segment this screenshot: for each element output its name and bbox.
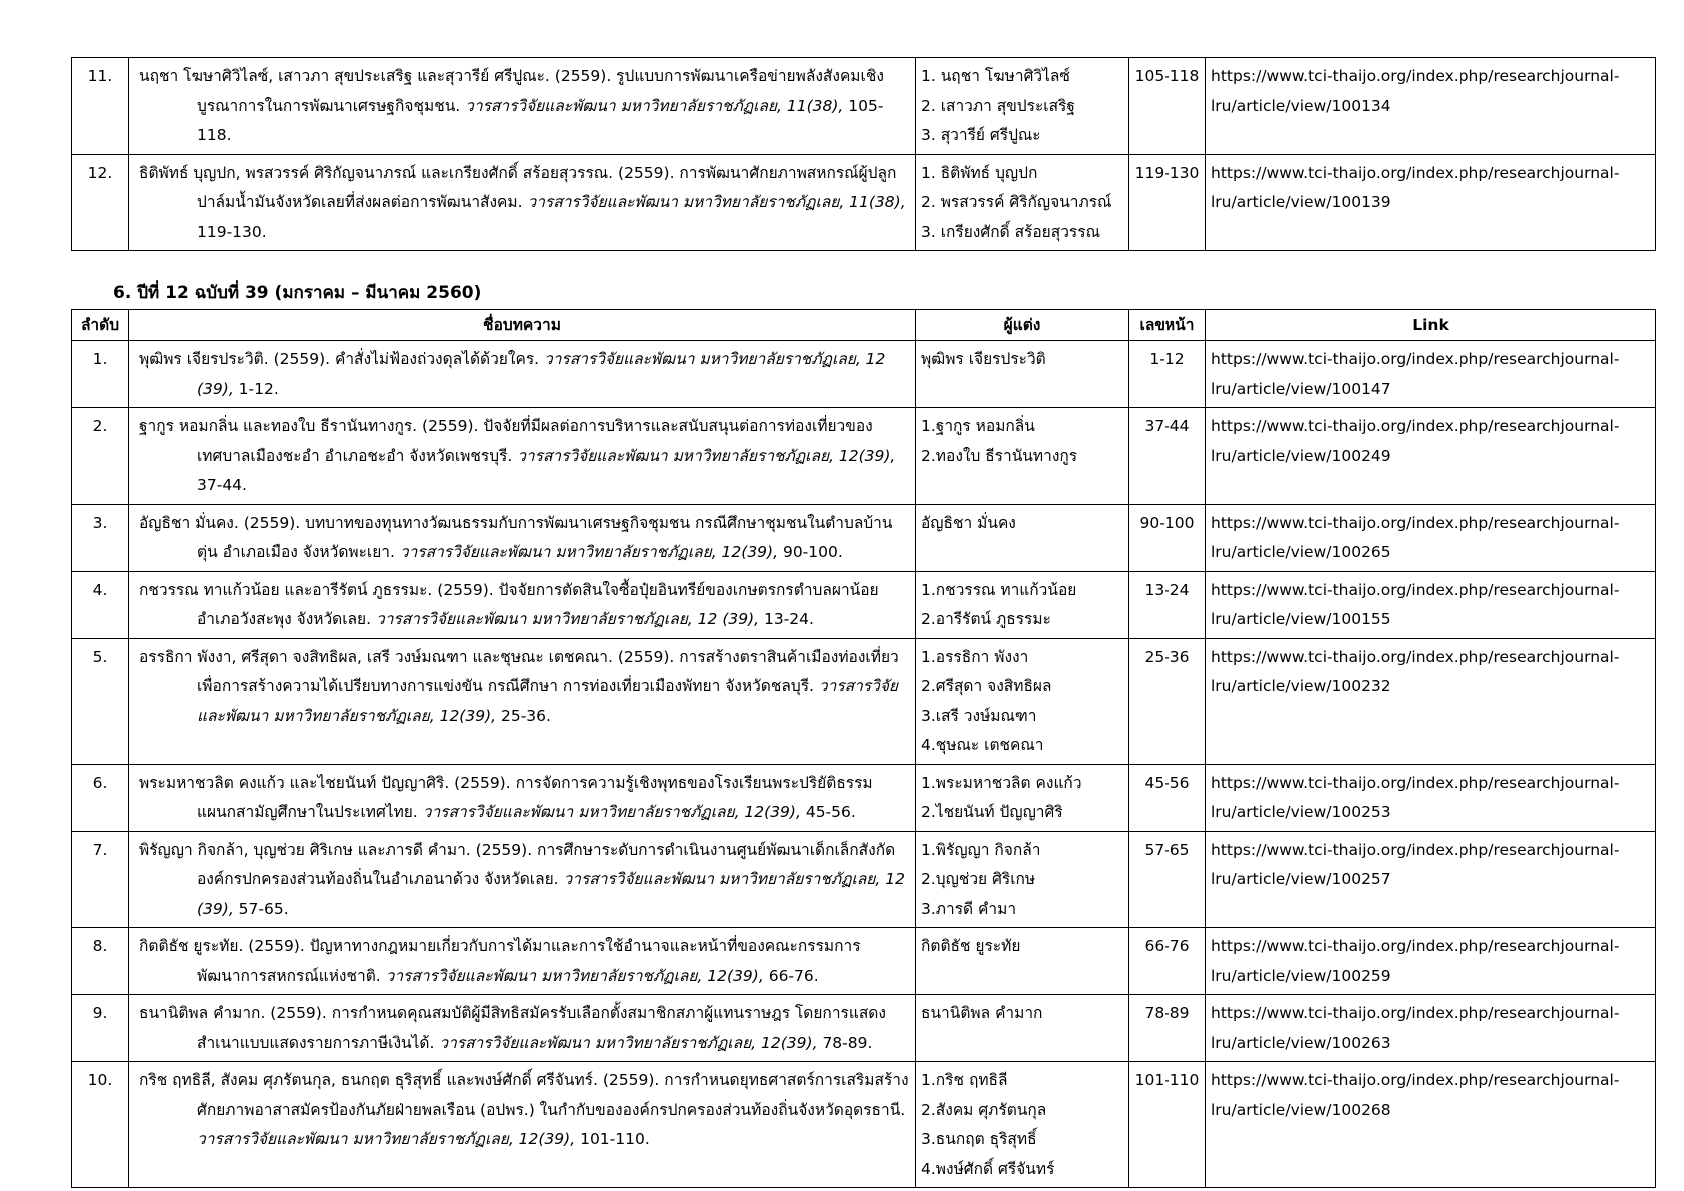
journal-name: วารสารวิจัยและพัฒนา มหาวิทยาลัยราชภัฏเลย, 12(39), xyxy=(197,677,898,725)
header-no: ลำดับ xyxy=(72,310,129,341)
row-number: 12. xyxy=(72,154,129,251)
article-reference xyxy=(129,58,916,155)
article-link[interactable] xyxy=(1206,764,1656,831)
journal-name: วารสารวิจัยและพัฒนา มหาวิทยาลัยราชภัฏเลย, 12 (39), xyxy=(197,870,905,918)
reference-text xyxy=(139,932,910,991)
article-reference xyxy=(129,1062,916,1188)
table-header-row xyxy=(72,310,1656,341)
author-name: 1. ธิติพัทธ์ บุญปก xyxy=(921,163,1038,182)
article-reference xyxy=(129,638,916,764)
journal-name: วารสารวิจัยและพัฒนา มหาวิทยาลัยราชภัฏเลย, 11(38), xyxy=(465,96,844,115)
journal-name: วารสารวิจัยและพัฒนา มหาวิทยาลัยราชภัฏเลย, 12(39), xyxy=(197,1130,576,1148)
link-text[interactable]: lru/article/view/100232 xyxy=(1211,677,1391,695)
reference-main: ธิติพัทธ์ บุญปก, พรสวรรค์ ศิริกัญจนาภรณ์ และเกรียงศักดิ์ สร้อยสุวรรณ. (2559). การพัฒนาศักยภาพสหกรณ์ผู้ปลูกปาล์มน้ำมันจังหวัดเลยที่ส่งผลต่อการพัฒนาสังคม. xyxy=(139,163,897,211)
reference-pages: 1-12. xyxy=(233,379,279,398)
reference-main: กริช ฤทธิลี, สังคม ศุภรัตนกุล, ธนกฤต ธุริสุทธิ์ และพงษ์ศักดิ์ ศรีจันทร์. (2559). การกำหนดยุทธศาสตร์การเสริมสร้างศักยภาพอาสาสมัครป้องกันภัยฝ่ายพลเรือน (อปพร.) ในกำกับขององค์กรปกครองส่วนท้องถิ่นจังหวัดอุดรธานี. xyxy=(139,1071,909,1119)
reference-text xyxy=(139,643,910,732)
reference-pages: 119-130. xyxy=(197,222,267,241)
row-number: 2. xyxy=(72,408,129,505)
link-text[interactable]: https://www.tci-thaijo.org/index.php/researchjournal- xyxy=(1211,1004,1620,1022)
row-number: 1. xyxy=(72,341,129,408)
author-name: 2. พรสวรรค์ ศิริกัญจนาภรณ์ xyxy=(921,193,1112,211)
author-name: 3.ธนกฤต ธุริสุทธิ์ xyxy=(921,1130,1037,1148)
author-name: 4.พงษ์ศักดิ์ ศรีจันทร์ xyxy=(921,1159,1055,1178)
journal-name: วารสารวิจัยและพัฒนา มหาวิทยาลัยราชภัฏเลย, 12(39), xyxy=(422,803,801,821)
link-text[interactable]: lru/article/view/100257 xyxy=(1211,870,1391,888)
article-reference xyxy=(129,831,916,928)
reference-text xyxy=(139,576,910,635)
article-reference xyxy=(129,408,916,505)
table-row xyxy=(72,58,1656,155)
link-text[interactable]: lru/article/view/100268 xyxy=(1211,1100,1391,1119)
journal-name: วารสารวิจัยและพัฒนา มหาวิทยาลัยราชภัฏเลย, 12(39), xyxy=(385,966,764,985)
journal-name: วารสารวิจัยและพัฒนา มหาวิทยาลัยราชภัฏเลย, 12(39), xyxy=(517,446,896,465)
articles-table xyxy=(71,309,1656,1188)
author-name: 4.ชุษณะ เตชคณา xyxy=(921,736,1044,754)
reference-text xyxy=(139,1066,910,1155)
link-text[interactable]: lru/article/view/100139 xyxy=(1211,193,1391,211)
reference-main: พิรัญญา กิจกล้า, บุญช่วย ศิริเกษ และภารดี คำมา. (2559). การศึกษาระดับการดำเนินงานศูนย์พัฒนาเด็กเล็กสังกัดองค์กรปกครองส่วนท้องถิ่นในอำเภอนาด้วง จังหวัดเลย. xyxy=(139,840,896,888)
row-number: 8. xyxy=(72,928,129,995)
authors-cell xyxy=(916,764,1129,831)
reference-main: นฤชา โฆษาศิวิไลซ์, เสาวภา สุขประเสริฐ และสุวารีย์ ศรีปูณะ. (2559). รูปแบบการพัฒนาเครือข่ายพลังสังคมเชิงบูรณาการในการพัฒนาเศรษฐกิจชุมชน. xyxy=(139,67,884,115)
row-number: 5. xyxy=(72,638,129,764)
table-row xyxy=(72,995,1656,1062)
row-number: 10. xyxy=(72,1062,129,1188)
link-text[interactable]: https://www.tci-thaijo.org/index.php/researchjournal- xyxy=(1211,647,1620,666)
link-text[interactable]: https://www.tci-thaijo.org/index.php/researchjournal- xyxy=(1211,67,1620,85)
author-name: 2.บุญช่วย ศิริเกษ xyxy=(921,870,1036,888)
page-range: 78-89 xyxy=(1129,995,1206,1062)
table-row xyxy=(72,154,1656,251)
authors-cell xyxy=(916,341,1129,408)
page-range: 101-110 xyxy=(1129,1062,1206,1188)
page-range: 45-56 xyxy=(1129,764,1206,831)
author-name: 1.อรรธิกา พังงา xyxy=(921,647,1029,666)
article-link[interactable] xyxy=(1206,341,1656,408)
reference-text xyxy=(139,999,910,1058)
authors-cell xyxy=(916,571,1129,638)
authors-cell xyxy=(916,504,1129,571)
link-text[interactable]: lru/article/view/100155 xyxy=(1211,610,1391,628)
page-range: 25-36 xyxy=(1129,638,1206,764)
journal-name: วารสารวิจัยและพัฒนา มหาวิทยาลัยราชภัฏเลย, 12 (39), xyxy=(375,610,760,628)
reference-pages: 90-100. xyxy=(778,543,843,561)
article-link[interactable] xyxy=(1206,995,1656,1062)
page-range: 37-44 xyxy=(1129,408,1206,505)
reference-main: อรรธิกา พังงา, ศรีสุดา จงสิทธิผล, เสรี วงษ์มณฑา และชุษณะ เตชคณา. (2559). การสร้างตราสินค้าเมืองท่องเที่ยวเพื่อการสร้างความได้เปรียบทางการแข่งขัน กรณีศึกษา การท่องเที่ยวเมืองพัทยา จังหวัดชลบุรี. xyxy=(139,647,899,695)
reference-main: อัญธิชา มั่นคง. (2559). บทบาทของทุนทางวัฒนธรรมกับการพัฒนาเศรษฐกิจชุมชน กรณีศึกษาชุมชนในตำบลบ้านตุ่น อำเภอเมือง จังหวัดพะเยา. xyxy=(139,513,893,561)
table-row xyxy=(72,504,1656,571)
reference-pages: 57-65. xyxy=(233,899,289,918)
link-text[interactable]: https://www.tci-thaijo.org/index.php/researchjournal- xyxy=(1211,350,1620,368)
author-name: 1. นฤชา โฆษาศิวิไลซ์ xyxy=(921,67,1070,85)
author-name: 2.ทองใบ ธีรานันทางกูร xyxy=(921,446,1078,465)
table-row xyxy=(72,341,1656,408)
header-authors: ผู้แต่ง xyxy=(916,310,1129,341)
article-link[interactable] xyxy=(1206,1062,1656,1188)
authors-cell xyxy=(916,1062,1129,1188)
link-text[interactable]: https://www.tci-thaijo.org/index.php/researchjournal- xyxy=(1211,937,1620,955)
row-number: 9. xyxy=(72,995,129,1062)
authors-cell xyxy=(916,58,1129,155)
reference-text xyxy=(139,836,910,925)
author-name: 1.ฐากูร หอมกลิ่น xyxy=(921,417,1035,435)
article-reference xyxy=(129,928,916,995)
reference-pages: 45-56. xyxy=(800,803,856,821)
article-link[interactable] xyxy=(1206,504,1656,571)
author-name: พุฒิพร เจียรประวิติ xyxy=(921,350,1046,368)
article-link[interactable] xyxy=(1206,638,1656,764)
table-row xyxy=(72,1062,1656,1188)
link-text[interactable]: https://www.tci-thaijo.org/index.php/researchjournal- xyxy=(1211,773,1620,792)
article-link[interactable] xyxy=(1206,831,1656,928)
journal-name: วารสารวิจัยและพัฒนา มหาวิทยาลัยราชภัฏเลย, 12(39), xyxy=(399,543,779,561)
article-link[interactable] xyxy=(1206,154,1656,251)
article-link[interactable] xyxy=(1206,408,1656,505)
author-name: 1.กชวรรณ ทาแก้วน้อย xyxy=(921,580,1077,599)
article-reference xyxy=(129,341,916,408)
reference-pages: 25-36. xyxy=(496,706,551,725)
link-text[interactable]: https://www.tci-thaijo.org/index.php/researchjournal- xyxy=(1211,417,1620,435)
author-name: อัญธิชา มั่นคง xyxy=(921,513,1016,532)
page-range: 1-12 xyxy=(1129,341,1206,408)
article-reference xyxy=(129,504,916,571)
page-range: 57-65 xyxy=(1129,831,1206,928)
reference-pages: 105-118. xyxy=(197,96,884,144)
journal-name: วารสารวิจัยและพัฒนา มหาวิทยาลัยราชภัฏเลย, 12 (39), xyxy=(197,350,886,398)
row-number: 7. xyxy=(72,831,129,928)
link-text[interactable]: https://www.tci-thaijo.org/index.php/researchjournal- xyxy=(1211,1071,1620,1089)
authors-cell xyxy=(916,154,1129,251)
link-text[interactable]: lru/article/view/100134 xyxy=(1211,96,1391,115)
reference-main: ธนานิติพล คำมาก. (2559). การกำหนดคุณสมบัติผู้มีสิทธิสมัครรับเลือกตั้งสมาชิกสภาผู้แทนราษฎร โดยการแสดงสำเนาแบบแสดงรายการภาษีเงินได้. xyxy=(139,1004,886,1052)
reference-main: ฐากูร หอมกลิ่น และทองใบ ธีรานันทางกูร. (2559). ปัจจัยที่มีผลต่อการบริหารและสนับสนุนต่อการท่องเที่ยวของเทศบาลเมืองชะอำ อำเภอชะอำ จังหวัดเพชรบุรี. xyxy=(139,417,873,465)
author-name: กิตติธัช ยูระทัย xyxy=(921,937,1021,955)
reference-pages: 13-24. xyxy=(759,610,814,628)
author-name: 1.กริช ฤทธิลี xyxy=(921,1071,1008,1089)
article-link[interactable] xyxy=(1206,58,1656,155)
link-text[interactable]: lru/article/view/100253 xyxy=(1211,803,1391,821)
author-name: 3.ภารดี คำมา xyxy=(921,899,1017,918)
reference-text xyxy=(139,345,910,404)
table-row xyxy=(72,928,1656,995)
author-name: 2.อารีรัตน์ ภูธรรมะ xyxy=(921,610,1051,628)
link-text[interactable]: https://www.tci-thaijo.org/index.php/researchjournal- xyxy=(1211,163,1620,182)
reference-text xyxy=(139,159,910,248)
author-name: 2. เสาวภา สุขประเสริฐ xyxy=(921,96,1075,115)
link-text[interactable]: lru/article/view/100265 xyxy=(1211,543,1391,561)
table-row xyxy=(72,638,1656,764)
article-reference xyxy=(129,571,916,638)
row-number: 4. xyxy=(72,571,129,638)
article-link[interactable] xyxy=(1206,928,1656,995)
reference-main: กิตติธัช ยูระทัย. (2559). ปัญหาทางกฎหมายเกี่ยวกับการได้มาและการใช้อำนาจและหน้าที่ของคณะกรรมการพัฒนาการสหกรณ์แห่งชาติ. xyxy=(139,937,861,985)
journal-name: วารสารวิจัยและพัฒนา มหาวิทยาลัยราชภัฏเลย, 11(38), xyxy=(527,193,906,211)
author-name: 2.สังคม ศุภรัตนกุล xyxy=(921,1100,1047,1119)
header-pages: เลขหน้า xyxy=(1129,310,1206,341)
header-link: Link xyxy=(1206,310,1656,341)
link-text[interactable]: lru/article/view/100259 xyxy=(1211,966,1391,985)
authors-cell xyxy=(916,831,1129,928)
author-name: 3. สุวารีย์ ศรีปูณะ xyxy=(921,126,1041,144)
author-name: 2.ไชยนันท์ ปัญญาศิริ xyxy=(921,803,1063,821)
authors-cell xyxy=(916,638,1129,764)
reference-pages: 78-89. xyxy=(817,1033,873,1052)
authors-cell xyxy=(916,995,1129,1062)
page-range: 105-118 xyxy=(1129,58,1206,155)
article-link[interactable] xyxy=(1206,571,1656,638)
authors-cell xyxy=(916,408,1129,505)
reference-main: พุฒิพร เจียรประวิติ. (2559). คำสั่งไม่ฟ้องถ่วงดุลได้ด้วยใคร. xyxy=(139,350,544,368)
link-text[interactable]: https://www.tci-thaijo.org/index.php/researchjournal- xyxy=(1211,580,1620,599)
link-text[interactable]: https://www.tci-thaijo.org/index.php/researchjournal- xyxy=(1211,840,1620,859)
reference-text xyxy=(139,769,910,828)
reference-main: กชวรรณ ทาแก้วน้อย และอารีรัตน์ ภูธรรมะ. (2559). ปัจจัยการตัดสินใจซื้อปุ๋ยอินทรีย์ของเกษตรกรตำบลผาน้อย อำเภอวังสะพุง จังหวัดเลย. xyxy=(139,580,879,628)
author-name: ธนานิติพล คำมาก xyxy=(921,1004,1043,1022)
reference-main: พระมหาชวลิต คงแก้ว และไชยนันท์ ปัญญาศิริ. (2559). การจัดการความรู้เชิงพุทธของโรงเรียนพระปริยัติธรรมแผนกสามัญศึกษาในประเทศไทย. xyxy=(139,773,873,821)
link-text[interactable]: lru/article/view/100249 xyxy=(1211,446,1391,465)
link-text[interactable]: lru/article/view/100147 xyxy=(1211,379,1391,398)
author-name: 3. เกรียงศักดิ์ สร้อยสุวรรณ xyxy=(921,222,1100,241)
reference-pages: 66-76. xyxy=(763,966,819,985)
article-reference xyxy=(129,764,916,831)
article-reference xyxy=(129,995,916,1062)
link-text[interactable]: lru/article/view/100263 xyxy=(1211,1033,1391,1052)
row-number: 6. xyxy=(72,764,129,831)
row-number: 3. xyxy=(72,504,129,571)
section-heading: 6. ปีที่ 12 ฉบับที่ 39 (มกราคม – มีนาคม 2560) xyxy=(113,283,482,303)
page-range: 13-24 xyxy=(1129,571,1206,638)
author-name: 1.พระมหาชวลิต คงแก้ว xyxy=(921,773,1082,792)
page-range: 119-130 xyxy=(1129,154,1206,251)
table-row xyxy=(72,571,1656,638)
previous-section-table xyxy=(71,57,1656,251)
table-row xyxy=(72,831,1656,928)
row-number: 11. xyxy=(72,58,129,155)
reference-text xyxy=(139,62,910,151)
table-row xyxy=(72,408,1656,505)
author-name: 2.ศรีสุดา จงสิทธิผล xyxy=(921,677,1052,695)
reference-pages: 37-44. xyxy=(197,476,247,494)
reference-text xyxy=(139,412,910,501)
link-text[interactable]: https://www.tci-thaijo.org/index.php/researchjournal- xyxy=(1211,513,1620,532)
author-name: 1.พิรัญญา กิจกล้า xyxy=(921,840,1041,859)
author-name: 3.เสรี วงษ์มณฑา xyxy=(921,706,1037,725)
header-title: ชื่อบทความ xyxy=(129,310,916,341)
reference-text xyxy=(139,509,910,568)
page-range: 66-76 xyxy=(1129,928,1206,995)
page-range: 90-100 xyxy=(1129,504,1206,571)
authors-cell xyxy=(916,928,1129,995)
reference-pages: 101-110. xyxy=(575,1130,650,1148)
table-row xyxy=(72,764,1656,831)
journal-name: วารสารวิจัยและพัฒนา มหาวิทยาลัยราชภัฏเลย, 12(39), xyxy=(439,1033,818,1052)
article-reference xyxy=(129,154,916,251)
